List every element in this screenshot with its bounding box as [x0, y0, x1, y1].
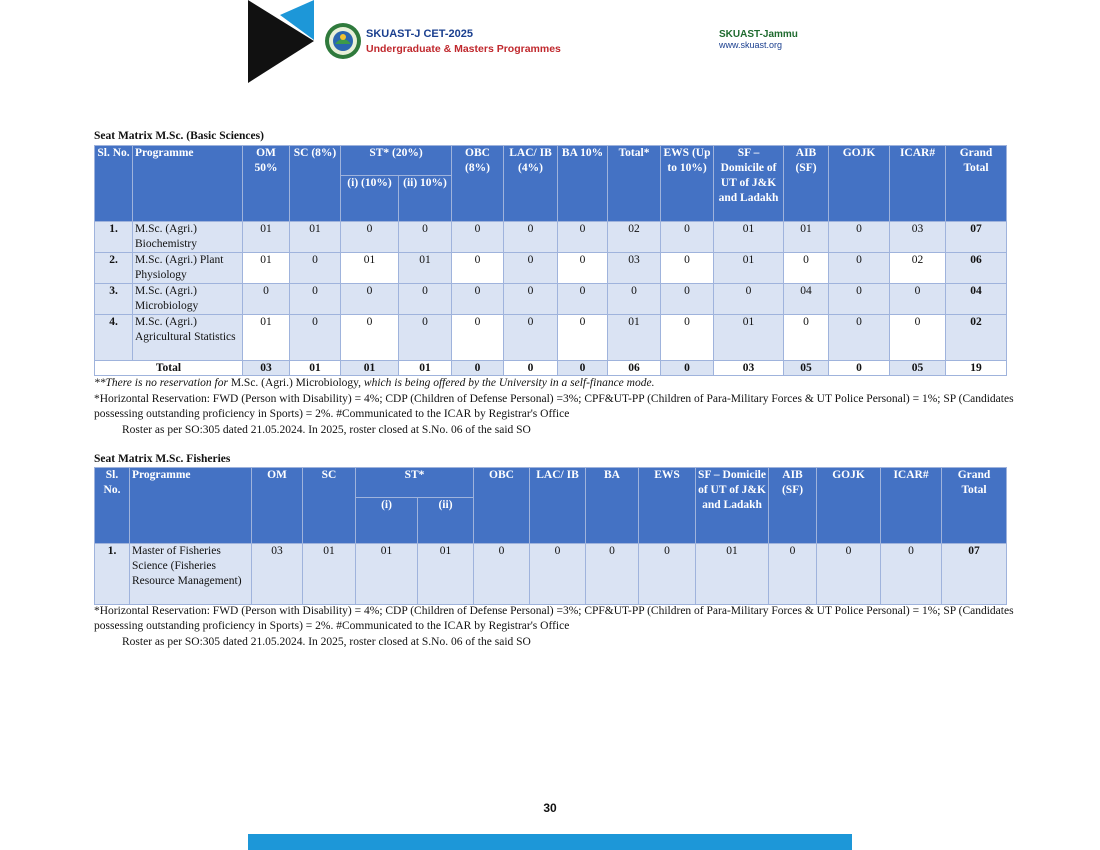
col-ews: EWS (Up to 10%)	[661, 146, 714, 222]
header-university-name: SKUAST-Jammu	[719, 29, 798, 40]
col-st-i: (i) (10%)	[341, 176, 399, 222]
page-number: 30	[543, 801, 557, 815]
table2-caption: Seat Matrix M.Sc. Fisheries	[94, 453, 231, 465]
table-row: 1. M.Sc. (Agri.) Biochemistry 01 01 0 0 0 0 0 02 0 01 01 0 03 07	[95, 222, 1007, 253]
col-lac-ib: LAC/ IB	[530, 468, 586, 544]
col-om: OM	[252, 468, 303, 544]
header-title: SKUAST-J CET-2025	[366, 28, 473, 40]
col-sf-domicile: SF – Domicile of UT of J&K and Ladakh	[714, 146, 784, 222]
table-row: 4. M.Sc. (Agri.) Agricultural Statistics 01 0 0 0 0 0 0 01 0 01 0 0 0 02	[95, 315, 1007, 361]
table2-footnote-horizontal: *Horizontal Reservation: FWD (Person with Disability) = 4%; CDP (Children of Defense Personal) =3%; CPF&UT-PP (Children of Para-Military Forces & UT Police Personal) = 1%; SP (Candidates possessing outstanding proficiency in Sports) = 2%. #Communicated to the ICAR by Registrar's Office	[94, 605, 1014, 632]
university-emblem-icon	[324, 22, 362, 60]
col-icar: ICAR#	[890, 146, 946, 222]
col-lac-ib: LAC/ IB (4%)	[504, 146, 558, 222]
col-grand-total: Grand Total	[942, 468, 1007, 544]
col-icar: ICAR#	[881, 468, 942, 544]
col-om: OM 50%	[243, 146, 290, 222]
col-sc: SC (8%)	[290, 146, 341, 222]
col-total: Total*	[608, 146, 661, 222]
table1-footnote-horizontal: *Horizontal Reservation: FWD (Person with Disability) = 4%; CDP (Children of Defense Personal) =3%; CPF&UT-PP (Children of Para-Military Forces & UT Police Personal) = 1%; SP (Candidates possessing outstanding proficiency in Sports) = 2%. #Communicated to the ICAR by Registrar's Office	[94, 393, 1014, 420]
col-obc: OBC (8%)	[452, 146, 504, 222]
table-row: 2. M.Sc. (Agri.) Plant Physiology 01 0 01 01 0 0 0 03 0 01 0 0 02 06	[95, 253, 1007, 284]
header-website-link[interactable]: www.skuast.org	[719, 40, 783, 50]
table-row: 3. M.Sc. (Agri.) Microbiology 0 0 0 0 0 0 0 0 0 0 04 0 0 04	[95, 284, 1007, 315]
col-gojk: GOJK	[817, 468, 881, 544]
table-total-row: Total 03 01 01 01 0 0 0 06 0 03 05 0 05 19	[95, 361, 1007, 376]
col-ba: BA	[586, 468, 639, 544]
footer-bar	[248, 834, 852, 850]
col-st: ST*	[356, 468, 474, 498]
triangle-logo-icon	[248, 0, 314, 83]
header-subtitle: Undergraduate & Masters Programmes	[366, 43, 561, 55]
table1-footnote-microbiology: **There is no reservation for M.Sc. (Agri.) Microbiology, which is being offered by the University in a self-finance mode.	[94, 377, 655, 389]
col-programme: Programme	[130, 468, 252, 544]
col-st-i: (i)	[356, 498, 418, 544]
col-aib: AIB (SF)	[784, 146, 829, 222]
col-programme: Programme	[133, 146, 243, 222]
col-gojk: GOJK	[829, 146, 890, 222]
col-obc: OBC	[474, 468, 530, 544]
seat-matrix-fisheries-table	[94, 467, 1007, 605]
col-sf-domicile: SF – Domicile of UT of J&K and Ladakh	[696, 468, 769, 544]
col-st-ii: (ii)	[418, 498, 474, 544]
table-row: 1. Master of Fisheries Science (Fisheries Resource Management) 03 01 01 01 0 0 0 0 01 0 0 0 07	[95, 544, 1007, 605]
col-aib: AIB (SF)	[769, 468, 817, 544]
col-st: ST* (20%)	[341, 146, 452, 176]
col-ba: BA 10%	[558, 146, 608, 222]
table1-footnote-roster: Roster as per SO:305 dated 21.05.2024. In 2025, roster closed at S.No. 06 of the said SO	[122, 424, 531, 436]
seat-matrix-basic-sciences-table	[94, 145, 1007, 376]
col-sl-no: Sl. No.	[95, 146, 133, 222]
table2-footnote-roster: Roster as per SO:305 dated 21.05.2024. In 2025, roster closed at S.No. 06 of the said SO	[122, 636, 531, 648]
col-sc: SC	[303, 468, 356, 544]
col-grand-total: Grand Total	[946, 146, 1007, 222]
col-ews: EWS	[639, 468, 696, 544]
col-st-ii: (ii) 10%)	[399, 176, 452, 222]
col-sl-no: Sl. No.	[95, 468, 130, 544]
table1-caption: Seat Matrix M.Sc. (Basic Sciences)	[94, 130, 264, 142]
